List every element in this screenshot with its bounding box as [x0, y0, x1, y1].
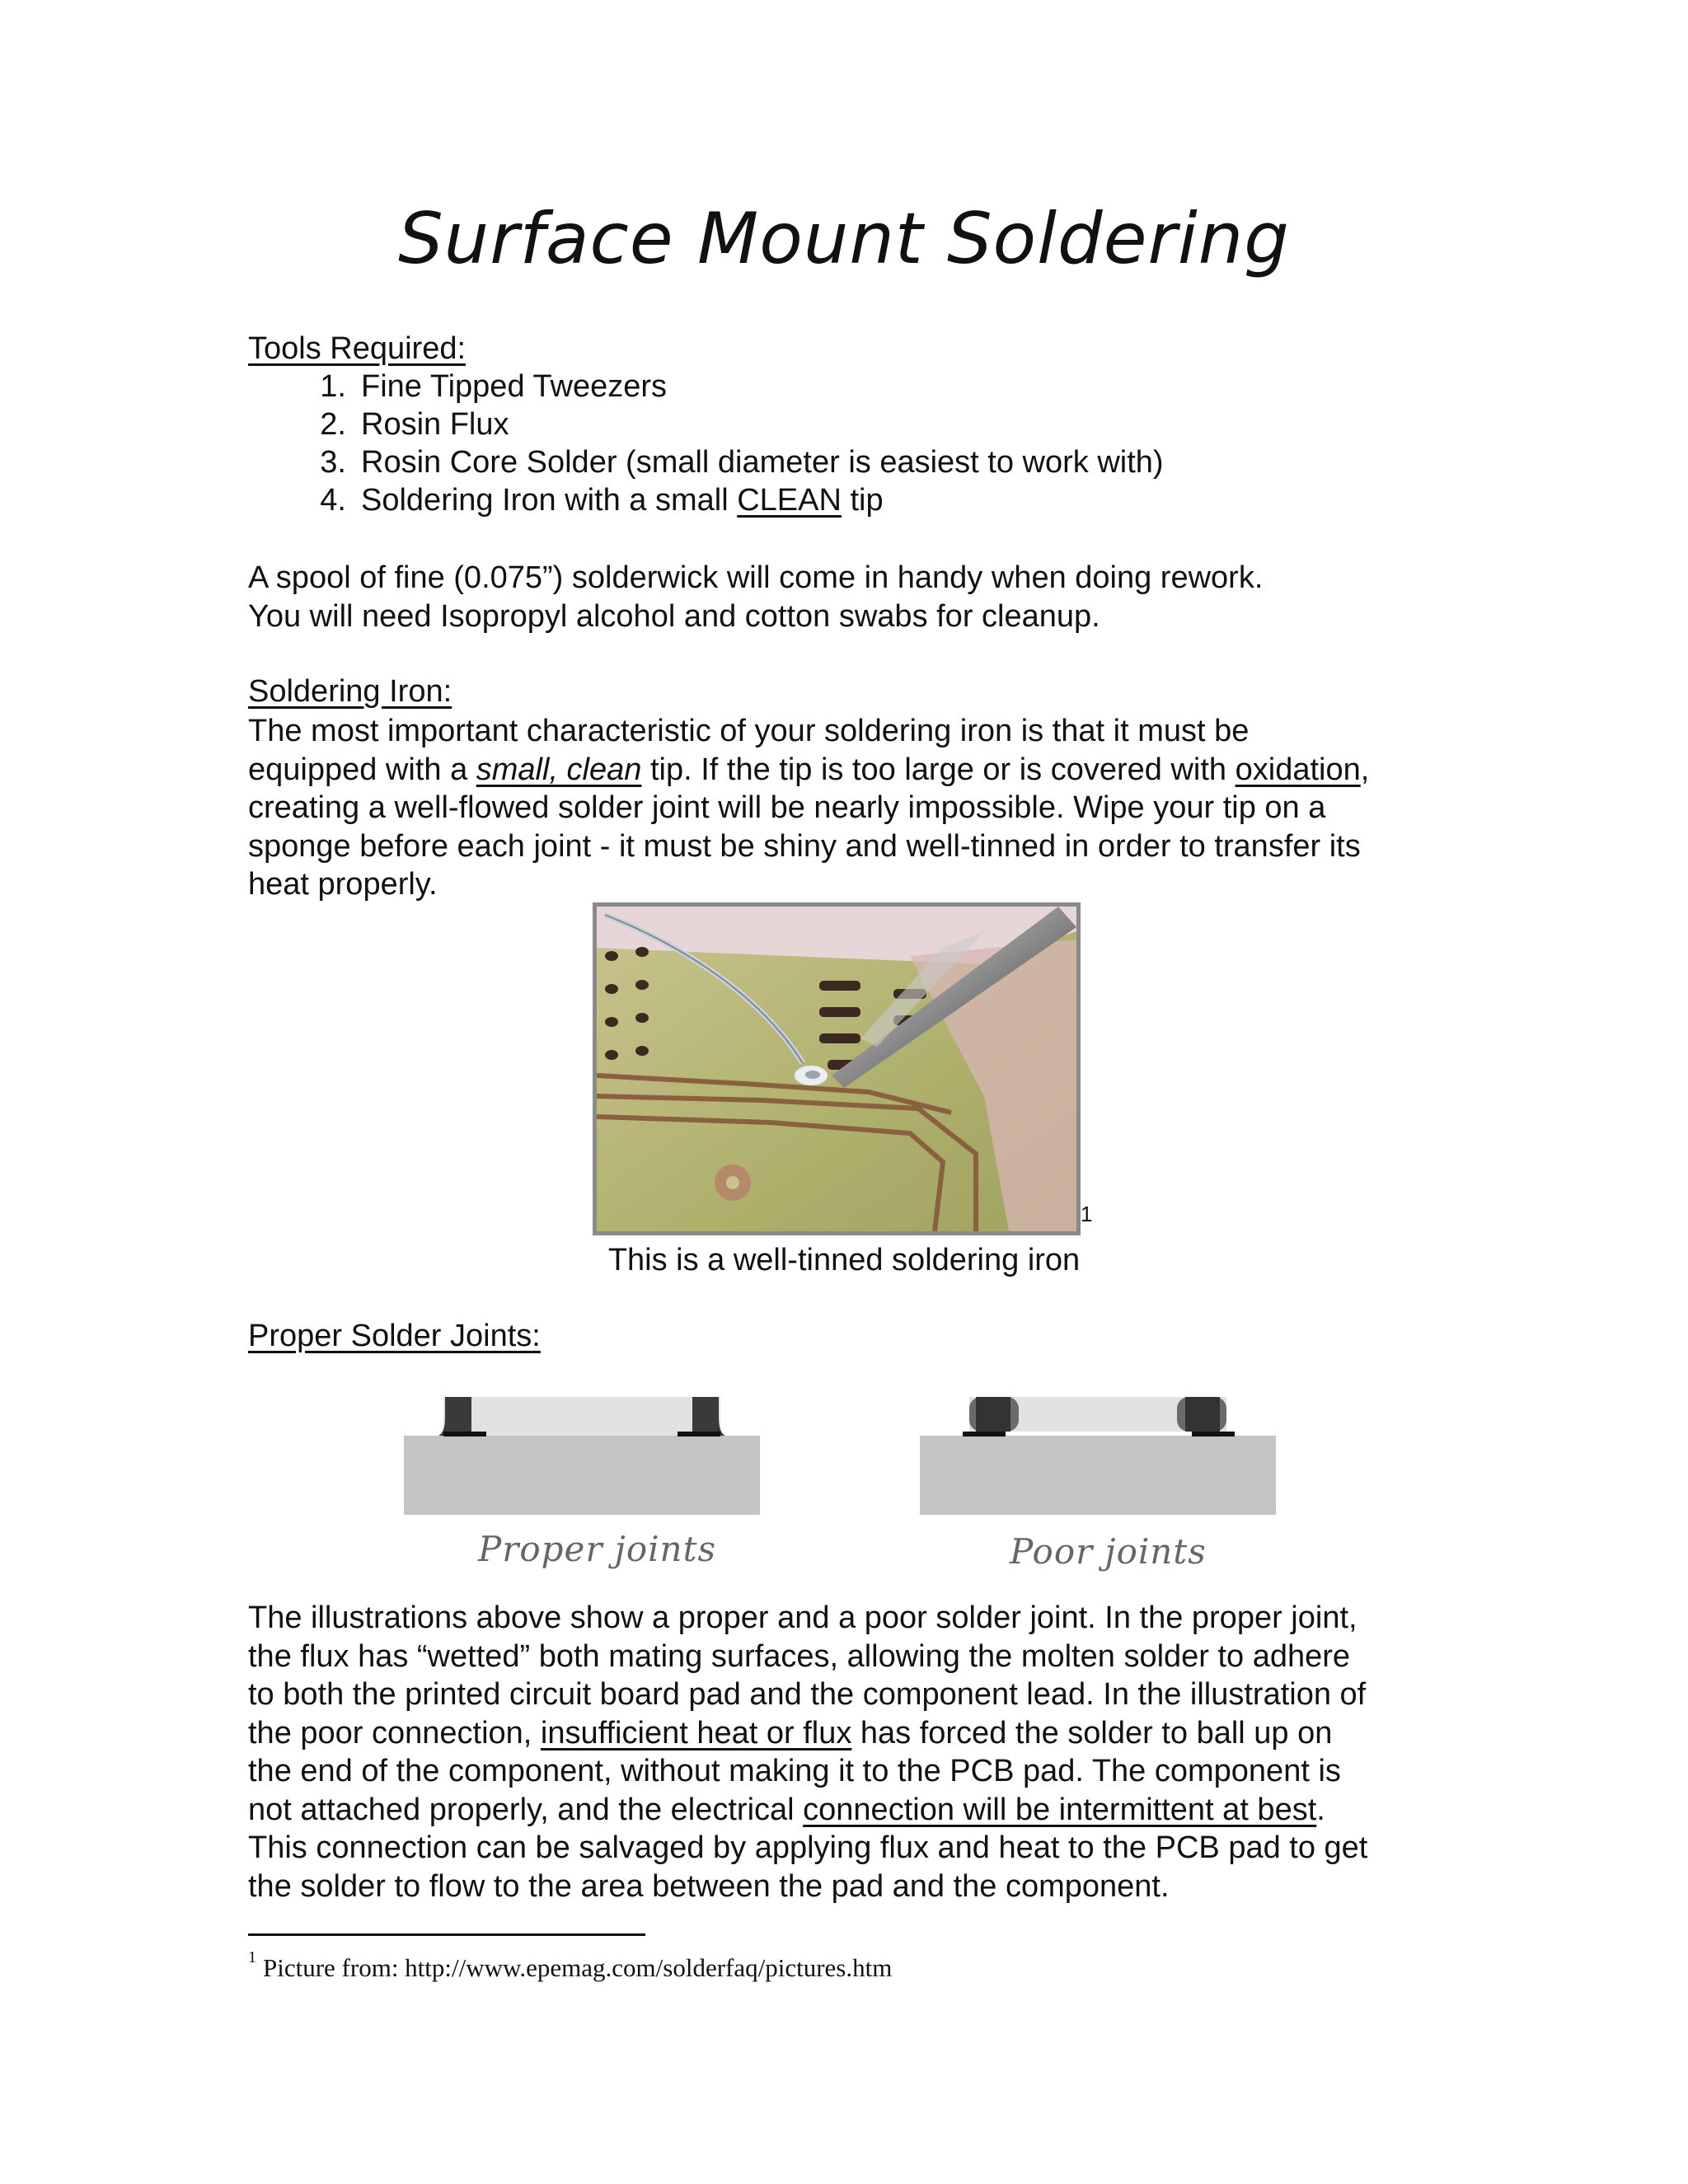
list-number: 2.	[320, 407, 346, 442]
iron-line-2a: equipped with a	[248, 752, 476, 787]
intermittent-emphasis: connection will be intermittent at best	[803, 1792, 1317, 1827]
iron-line-3: creating a well-flowed solder joint will be nearly impossible. Wipe your tip on a	[248, 790, 1326, 825]
footnote-divider	[248, 1933, 645, 1936]
joints-line-3: to both the printed circuit board pad and the component lead. In the illustration of	[248, 1677, 1367, 1712]
list-text: tip	[841, 483, 884, 518]
figure-caption: This is a well-tinned soldering iron	[607, 1243, 1081, 1277]
page-title: Surface Mount Soldering	[398, 198, 1290, 280]
pcb-illustration	[597, 907, 1076, 1231]
iron-line-5: heat properly.	[248, 867, 438, 902]
insufficient-heat-emphasis: insufficient heat or flux	[540, 1715, 852, 1750]
list-number: 1.	[320, 369, 346, 404]
iron-line-1: The most important characteristic of your soldering iron is that it must be	[248, 714, 1250, 748]
poor-joints-label: Poor joints	[1010, 1531, 1207, 1572]
list-text: Rosin Core Solder (small diameter is easiest to work with)	[361, 445, 1164, 480]
clean-emphasis: CLEAN	[737, 483, 842, 518]
list-text: Fine Tipped Tweezers	[361, 369, 668, 404]
tools-list	[288, 368, 1164, 519]
joints-paragraph	[248, 1599, 1367, 1905]
soldering-iron-photo	[593, 902, 1081, 1235]
small-clean-emphasis: small, clean	[476, 752, 642, 787]
joints-line-2: the flux has “wetted” both mating surfaces, allowing the molten solder to adhere	[248, 1638, 1351, 1674]
list-number: 4.	[320, 483, 346, 518]
iron-heading: Soldering Iron:	[248, 674, 452, 709]
list-number: 3.	[320, 445, 346, 480]
joints-line-6b: .	[1316, 1792, 1325, 1827]
footnote-mark: 1	[248, 1948, 256, 1966]
extras-line-2: You will need Isopropyl alcohol and cotton swabs for cleanup.	[248, 598, 1100, 634]
list-item	[288, 405, 1164, 443]
list-item	[288, 443, 1164, 481]
joints-line-4a: the poor connection,	[248, 1715, 541, 1750]
iron-paragraph	[248, 712, 1369, 904]
footnote-text: Picture from: http://www.epemag.com/solderfaq/pictures.htm	[263, 1953, 893, 1982]
extras-line-1: A spool of fine (0.075”) solderwick will come in handy when doing rework.	[248, 560, 1264, 595]
joints-heading: Proper Solder Joints:	[248, 1319, 541, 1353]
figure-footnote-mark: 1	[1081, 1202, 1093, 1226]
poor-joint-diagram	[920, 1385, 1276, 1516]
proper-joints-label: Proper joints	[478, 1529, 717, 1569]
joints-line-8: the solder to flow to the area between the pad and the component.	[248, 1868, 1170, 1904]
iron-line-4: sponge before each joint - it must be shiny and well-tinned in order to transfer its	[248, 828, 1361, 864]
list-item	[288, 368, 1164, 405]
joints-line-7: This connection can be salvaged by applying flux and heat to the PCB pad to get	[248, 1830, 1368, 1865]
proper-joint-diagram	[404, 1385, 760, 1516]
joints-line-5: the end of the component, without making it to the PCB pad. The component is	[248, 1754, 1341, 1788]
extras-paragraph	[248, 559, 1263, 635]
iron-line-2c: ,	[1360, 752, 1370, 787]
footnote	[248, 1948, 893, 1983]
iron-line-2b: tip. If the tip is too large or is covered with	[641, 752, 1236, 787]
oxidation-emphasis: oxidation	[1235, 752, 1361, 787]
joints-line-6a: not attached properly, and the electrical	[248, 1792, 804, 1827]
joints-line-4b: has forced the solder to ball up on	[851, 1715, 1333, 1750]
list-text: Soldering Iron with a small	[361, 483, 738, 518]
list-text: Rosin Flux	[361, 407, 509, 442]
joints-line-1: The illustrations above show a proper and a poor solder joint. In the proper joint,	[248, 1601, 1357, 1635]
tools-heading: Tools Required:	[248, 331, 467, 366]
list-item	[288, 481, 1164, 519]
